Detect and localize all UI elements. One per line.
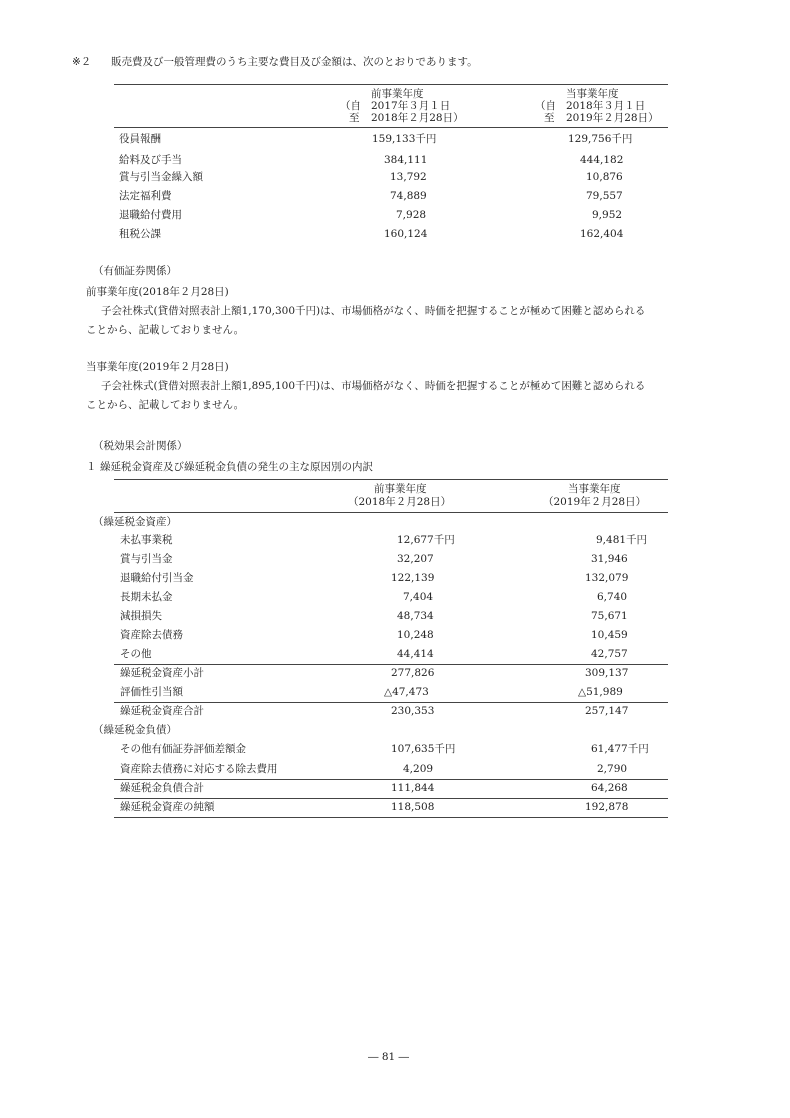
note2-row-curr: 79,557 [586, 190, 623, 202]
note2-top-rule [114, 84, 668, 85]
tax-subtotal-prev: 277,826 [391, 667, 435, 679]
tax-header-rule [114, 512, 668, 513]
tax-liab-label: 資産除去債務に対応する除去費用 [120, 763, 278, 775]
securities-curr-line2: ことから、記載しておりません。 [86, 399, 245, 411]
tax-assets-heading: （繰延税金資産） [93, 516, 177, 528]
note2-curr-title: 当事業年度 [566, 88, 619, 100]
tax-net-label: 繰延税金資産の純額 [120, 801, 215, 813]
tax-prev-title: 前事業年度 [374, 483, 427, 495]
tax-asset-prev: 32,207 [397, 553, 434, 565]
tax-asset-prev: 7,404 [403, 591, 434, 603]
tax-liab-total-prev: 111,844 [391, 782, 435, 794]
tax-net-prev: 118,508 [391, 801, 435, 813]
note2-header-rule [114, 127, 668, 128]
note2-curr-from-label: （自 [535, 100, 556, 112]
tax-asset-curr: 42,757 [591, 648, 628, 660]
tax-curr-date: （2019年２月28日） [543, 496, 647, 508]
tax-subtotal-rule [114, 664, 668, 665]
note2-row-prev: 384,111 [384, 154, 428, 166]
tax-asset-curr: 31,946 [591, 553, 628, 565]
note2-prev-to-date: 2018年２月28日） [371, 112, 464, 124]
tax-assets-total-prev: 230,353 [391, 705, 435, 717]
securities-prev-line2: ことから、記載しておりません。 [86, 324, 245, 336]
tax-liab-total-curr: 64,268 [591, 782, 628, 794]
tax-net-rule [114, 798, 668, 799]
note2-row-label: 給料及び手当 [119, 154, 182, 166]
tax-allowance-prev: △47,473 [384, 686, 429, 698]
tax-asset-label: 長期未払金 [120, 591, 173, 603]
tax-asset-prev: 44,414 [397, 648, 434, 660]
note2-curr-to-label: 至 [544, 112, 555, 124]
note2-prev-from-label: （自 [340, 100, 361, 112]
tax-liab-total-rule [114, 779, 668, 780]
note2-curr-to-date: 2019年２月28日） [566, 112, 659, 124]
tax-prev-date: （2018年２月28日） [348, 496, 452, 508]
note2-prev-from-date: 2017年３月１日 [371, 100, 451, 112]
tax-top-rule [114, 479, 668, 480]
tax-liab-prev: 4,209 [403, 763, 434, 775]
securities-curr-title: 当事業年度(2019年２月28日) [86, 361, 229, 373]
tax-asset-prev: 12,677千円 [397, 534, 455, 546]
note2-heading: 販売費及び一般管理費のうち主要な費目及び金額は、次のとおりであります。 [111, 56, 478, 68]
tax-liab-label: その他有価証券評価差額金 [120, 743, 246, 755]
tax-heading: （税効果会計関係） [93, 440, 188, 452]
tax-allowance-curr: △51,989 [578, 686, 623, 698]
tax-asset-label: 未払事業税 [120, 534, 173, 546]
note2-row-curr: 444,182 [580, 154, 624, 166]
tax-asset-curr: 75,671 [591, 610, 628, 622]
tax-bottom-rule [114, 817, 668, 818]
tax-asset-curr: 132,079 [585, 572, 629, 584]
tax-asset-curr: 9,481千円 [596, 534, 648, 546]
note2-row-label: 法定福利費 [119, 190, 172, 202]
tax-asset-curr: 10,459 [591, 629, 628, 641]
tax-net-curr: 192,878 [585, 801, 629, 813]
note2-row-prev: 7,928 [396, 209, 427, 221]
tax-liab-curr: 61,477千円 [591, 743, 649, 755]
tax-allowance-label: 評価性引当額 [120, 686, 183, 698]
note2-row-prev: 74,889 [390, 190, 427, 202]
tax-liab-heading: （繰延税金負債） [93, 724, 177, 736]
note2-row-label: 租税公課 [119, 228, 161, 240]
note2-row-prev: 159,133千円 [372, 133, 437, 145]
securities-prev-title: 前事業年度(2018年２月28日) [86, 286, 229, 298]
note2-row-curr: 129,756千円 [568, 133, 633, 145]
tax-assets-total-label: 繰延税金資産合計 [120, 705, 204, 717]
note2-row-label: 退職給付費用 [119, 209, 182, 221]
tax-item-title: 繰延税金資産及び繰延税金負債の発生の主な原因別の内訳 [100, 461, 373, 473]
tax-asset-label: その他 [120, 648, 152, 660]
tax-asset-label: 賞与引当金 [120, 553, 173, 565]
note2-mark: ※２ [72, 56, 92, 68]
tax-item-no: １ [86, 461, 97, 473]
note2-prev-title: 前事業年度 [371, 88, 424, 100]
tax-asset-prev: 48,734 [397, 610, 434, 622]
securities-prev-line1: 子会社株式(貸借対照表計上額1,170,300千円)は、市場価格がなく、時価を把握することが極めて困難と認められる [101, 305, 646, 317]
tax-liab-prev: 107,635千円 [391, 743, 456, 755]
note2-row-prev: 160,124 [384, 228, 428, 240]
tax-subtotal-label: 繰延税金資産小計 [120, 667, 204, 679]
tax-liab-total-label: 繰延税金負債合計 [120, 782, 204, 794]
tax-asset-label: 退職給付引当金 [120, 572, 194, 584]
tax-asset-prev: 122,139 [391, 572, 435, 584]
securities-heading: （有価証券関係） [93, 265, 177, 277]
note2-row-curr: 9,952 [592, 209, 623, 221]
note2-row-curr: 162,404 [580, 228, 624, 240]
note2-row-label: 役員報酬 [119, 133, 161, 145]
tax-asset-label: 資産除去債務 [120, 629, 183, 641]
note2-row-prev: 13,792 [390, 171, 427, 183]
note2-curr-from-date: 2018年３月１日 [566, 100, 646, 112]
securities-curr-line1: 子会社株式(貸借対照表計上額1,895,100千円)は、市場価格がなく、時価を把握することが極めて困難と認められる [101, 380, 646, 392]
page-number: ― 81 ― [368, 1051, 410, 1063]
tax-asset-prev: 10,248 [397, 629, 434, 641]
tax-assets-total-curr: 257,147 [585, 705, 629, 717]
tax-subtotal-curr: 309,137 [585, 667, 629, 679]
note2-prev-to-label: 至 [349, 112, 360, 124]
tax-curr-title: 当事業年度 [568, 483, 621, 495]
tax-asset-label: 減損損失 [120, 610, 162, 622]
tax-liab-curr: 2,790 [597, 763, 628, 775]
note2-row-label: 賞与引当金繰入額 [119, 171, 203, 183]
tax-asset-curr: 6,740 [597, 591, 628, 603]
tax-assets-total-rule [114, 702, 668, 703]
note2-row-curr: 10,876 [586, 171, 623, 183]
